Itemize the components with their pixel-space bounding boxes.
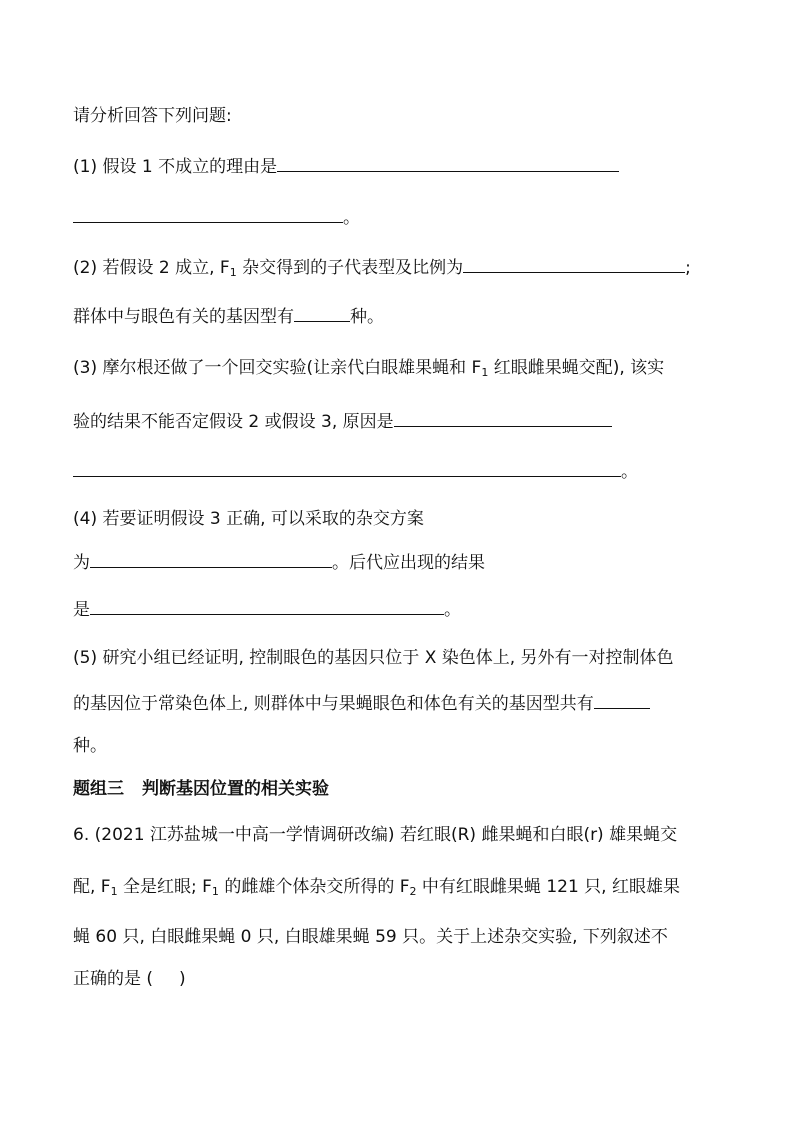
question-3-end: 。 <box>621 462 638 482</box>
question-6-line2-sub-2: 1 <box>211 885 219 898</box>
question-6-line-3 <box>73 925 668 949</box>
question-3-pre: (3) 摩尔根还做了一个回交实验(让亲代白眼雄果蝇和 F <box>73 358 482 378</box>
question-4-line-2 <box>73 549 485 573</box>
question-1-line-1 <box>73 153 619 177</box>
answer-blank-q4a[interactable] <box>90 549 332 568</box>
question-4-line2-pre: 为 <box>73 553 90 573</box>
answer-blank-q2a[interactable] <box>463 254 685 273</box>
question-6-line2-sub-1: 1 <box>110 885 118 898</box>
question-2-line-1 <box>73 254 691 278</box>
question-3-line-2 <box>73 408 612 432</box>
question-4-line1: (4) 若要证明假设 3 正确, 可以采取的杂交方案 <box>73 509 424 529</box>
question-6-line2-part-b: 全是红眼; F <box>117 877 212 897</box>
question-6-line-4 <box>73 967 186 991</box>
section-heading <box>73 777 329 801</box>
question-2-sub: 1 <box>229 266 237 279</box>
question-3-sub: 1 <box>481 366 489 379</box>
question-6-line4-pre: 正确的是 ( <box>73 969 154 989</box>
question-4-line3-pre: 是 <box>73 600 90 620</box>
question-1-text: (1) 假设 1 不成立的理由是 <box>73 157 278 177</box>
section-title: 判断基因位置的相关实验 <box>142 779 329 799</box>
question-2-semicolon: ; <box>685 258 691 278</box>
answer-blank-q5[interactable] <box>594 690 650 709</box>
question-2-line2-post: 种。 <box>350 307 384 327</box>
answer-blank-q2b[interactable] <box>294 303 350 322</box>
question-6-line2-part-a: 配, F <box>73 877 111 897</box>
question-5-line3: 种。 <box>73 736 107 756</box>
answer-blank-q3a[interactable] <box>394 408 612 427</box>
question-1-end: 。 <box>343 208 360 228</box>
question-3-line2: 验的结果不能否定假设 2 或假设 3, 原因是 <box>73 412 394 432</box>
question-5-line1: (5) 研究小组已经证明, 控制眼色的基因只位于 X 染色体上, 另外有一对控制体色 <box>73 648 674 668</box>
question-6-line2-sub-3: 2 <box>409 885 417 898</box>
question-6-line-1 <box>73 823 677 847</box>
answer-blank-q1b[interactable] <box>73 204 343 223</box>
question-3-post: 红眼雌果蝇交配), 该实 <box>488 358 665 378</box>
question-5-line2: 的基因位于常染色体上, 则群体中与果蝇眼色和体色有关的基因型共有 <box>73 694 594 714</box>
answer-blank-q3b[interactable] <box>73 458 621 477</box>
question-4-line-1 <box>73 507 424 531</box>
intro-line <box>73 104 232 128</box>
section-label: 题组三 <box>73 779 124 799</box>
question-2-line-2 <box>73 303 384 327</box>
question-5-line-2 <box>73 690 650 714</box>
question-2-line2-pre: 群体中与眼色有关的基因型有 <box>73 307 294 327</box>
question-6-line4-post: ) <box>179 969 186 989</box>
question-6-line3: 蝇 60 只, 白眼雌果蝇 0 只, 白眼雄果蝇 59 只。关于上述杂交实验, 下列叙述不 <box>73 927 668 947</box>
question-6-line1: 6. (2021 江苏盐城一中高一学情调研改编) 若红眼(R) 雌果蝇和白眼(r) 雄果蝇交 <box>73 825 678 845</box>
question-3-line-1 <box>73 356 664 380</box>
question-4-line-3 <box>73 596 461 620</box>
question-5-line-3 <box>73 734 107 758</box>
question-5-line-1 <box>73 646 674 670</box>
intro-text: 请分析回答下列问题: <box>73 106 232 126</box>
question-6-line2-part-d: 中有红眼雌果蝇 121 只, 红眼雄果 <box>416 877 680 897</box>
question-2-pre: (2) 若假设 2 成立, F <box>73 258 230 278</box>
question-6-line2-part-c: 的雌雄个体杂交所得的 F <box>218 877 410 897</box>
question-6-line-2 <box>73 875 680 899</box>
question-2-post: 杂交得到的子代表型及比例为 <box>236 258 464 278</box>
question-4-line3-post: 。 <box>444 600 461 620</box>
answer-blank-q1a[interactable] <box>277 153 619 172</box>
question-3-line-3 <box>73 458 638 482</box>
question-1-line-2 <box>73 204 360 228</box>
answer-blank-q4b[interactable] <box>90 596 444 615</box>
question-4-line2-post: 。后代应出现的结果 <box>332 553 485 573</box>
